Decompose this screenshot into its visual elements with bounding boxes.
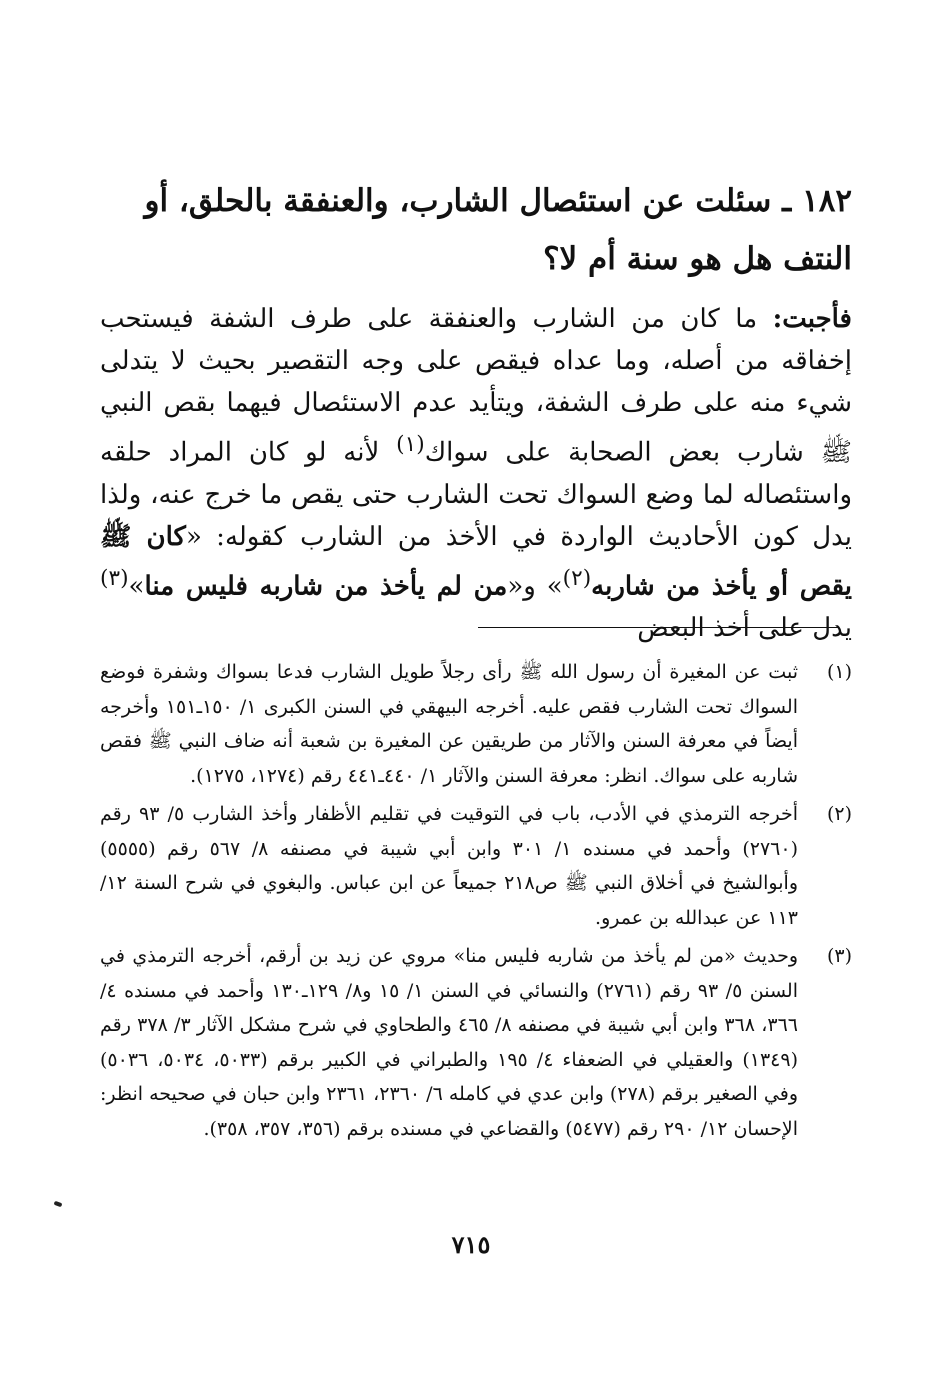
footnote-ref-2: (٢) bbox=[562, 565, 592, 591]
answer-text-1: ما كان من الشارب والعنفقة على طرف الشفة فيستحب إخفاقه من أصله، وما عداه فيقص على وجه التقصير بحيث لا يتدلى شيء منه على طرف الشفة، ويتأيد عدم الاستئصال فيهما بقص النبي ﷺ شارب بعض الصحابة على سواك bbox=[100, 304, 852, 468]
footnote-number: (٢) bbox=[826, 803, 852, 825]
answer-text-2: لأنه لو كان المراد حلقه واستئصاله لما وضع السواك تحت الشارب حتى يقص ما خرج عنه، ولذا يدل كون الأحاديث الواردة في الأخذ من الشارب كقوله: « bbox=[100, 437, 852, 552]
hadith-quote-2: من لم يأخذ من شاربه فليس منا bbox=[144, 571, 508, 602]
answer-lead: فأجبت: bbox=[772, 304, 852, 334]
question-title: ١٨٢ ـ سئلت عن استئصال الشارب، والعنفقة بالحلق، أو النتف هل هو سنة أم لا؟ bbox=[144, 183, 852, 277]
page-number: ٧١٥ bbox=[451, 1230, 491, 1259]
footnote-separator bbox=[478, 627, 838, 628]
footnote-text: ثبت عن المغيرة أن رسول الله ﷺ رأى رجلاً طويل الشارب فدعا بسواك وشفرة فوضع السواك تحت الشارب فقص عليه. أخرجه البيهقي في السنن الكبرى ١/ ١٥٠ـ١٥١ وأخرجه أيضاً في معرفة السنن والآثار من طريقين عن المغيرة بن شعبة أنه ضاف النبي ﷺ فقص شاربه على سواك. انظر: معرفة السنن والآثار ١/ ٤٤٠ـ٤٤١ رقم (١٢٧٤، ١٢٧٥). bbox=[100, 661, 798, 787]
hadith-quote-1: كان ﷺ يقص أو يأخذ من شاربه bbox=[100, 521, 853, 602]
answer-paragraph bbox=[100, 298, 852, 649]
footnote-text: وحديث «من لم يأخذ من شاربه فليس منا» مروي عن زيد بن أرقم، أخرجه الترمذي في السنن ٥/ ٩٣ رقم (٢٧٦١) والنسائي في السنن ١/ ١٥ و٨/ ١٢٩ـ١٣٠ وأحمد في مسنده ٤/ ٣٦٦، ٣٦٨ وابن أبي شيبة في مصنفه ٨/ ٤٦٥ والطحاوي في شرح مشكل الآثار ٣/ ٣٧٨ رقم (١٣٤٩) والعقيلي في الضعفاء ٤/ ١٩٥ والطبراني في الكبير برقم (٥٠٣٣، ٥٠٣٤، ٥٠٣٦) وفي الصغير برقم (٢٧٨) وابن عدي في كامله ٦/ ٢٣٦٠، ٢٣٦١ وابن حبان في صحيحه انظر: الإحسان ١٢/ ٢٩٠ رقم (٥٤٧٧) والقضاعي في مسنده برقم (٣٥٦، ٣٥٧، ٣٥٨). bbox=[100, 945, 798, 1140]
footnote-ref-3: (٣) bbox=[100, 565, 129, 591]
scan-speck bbox=[54, 1201, 63, 1207]
answer-text-5: يدل على أخذ البعض bbox=[637, 613, 852, 644]
footnote-ref-1: (١) bbox=[396, 432, 425, 457]
answer-text-3: » و« bbox=[507, 571, 563, 602]
footnote-number: (١) bbox=[826, 661, 852, 683]
footnote bbox=[100, 655, 852, 793]
footnote-number: (٣) bbox=[826, 945, 852, 967]
footnotes bbox=[100, 655, 852, 1150]
footnote bbox=[100, 939, 852, 1146]
footnote-text: أخرجه الترمذي في الأدب، باب في التوقيت في تقليم الأظفار وأخذ الشارب ٥/ ٩٣ رقم (٢٧٦٠) وأحمد في مسنده ١/ ٣٠١ وابن أبي شيبة في مصنفه ٨/ ٥٦٧ رقم (٥٥٥٥) وأبوالشيخ في أخلاق النبي ﷺ ص٢١٨ جميعاً عن ابن عباس. والبغوي في شرح السنة ١٢/ ١١٣ عن عبدالله بن عمرو. bbox=[100, 803, 798, 929]
footnote bbox=[100, 797, 852, 935]
answer-text-4: » bbox=[128, 571, 145, 602]
